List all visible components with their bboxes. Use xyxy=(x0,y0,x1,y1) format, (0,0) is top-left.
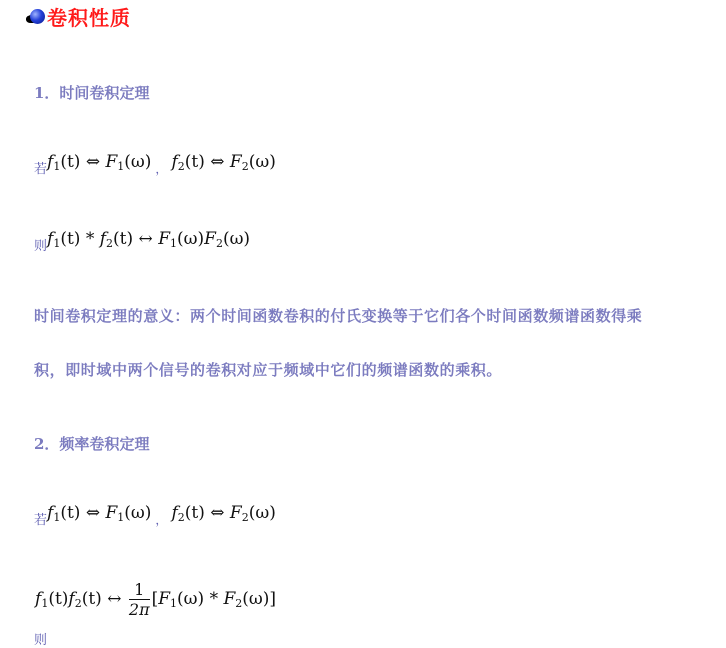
condition-pair-2: $f_2(t)$ ⇔ $F_2(\omega)$ xyxy=(171,503,276,524)
page-title: 卷积性质 xyxy=(47,6,131,30)
separator: ， xyxy=(155,513,168,527)
frequency-convolution-formula: $f_1(t)f_2(t)$ ↔ $\frac{1}{2\pi}$ $[F_1(\omega) * F_2(\omega)]$ xyxy=(35,580,277,619)
section2-condition xyxy=(34,503,276,528)
meaning-line-1: 时间卷积定理的意义：两个时间函数卷积的付氏变换等于它们各个时间函数频谱函数得乘 xyxy=(34,307,643,325)
if-label: 若 xyxy=(34,513,48,528)
title-row xyxy=(26,2,131,31)
section2-result xyxy=(34,580,288,648)
section1-heading: 1．时间卷积定理 xyxy=(34,84,150,102)
condition-pair-1: $f_1(t)$ ⇔ $F_1(\omega)$ xyxy=(47,503,152,524)
condition-pair-1: $f_1(t)$ ⇔ $F_1(\omega)$ xyxy=(47,152,152,173)
time-convolution-formula: $f_1(t) * f_2(t)$ ↔ $F_1(\omega)F_2(\omega)$ xyxy=(47,229,251,250)
blue-ball-bullet-icon xyxy=(26,7,46,27)
meaning-line-2: 积，即时域中两个信号的卷积对应于频域中它们的频谱函数的乘积。 xyxy=(34,361,503,379)
condition-pair-2: $f_2(t)$ ⇔ $F_2(\omega)$ xyxy=(171,152,276,173)
one-over-two-pi-fraction: $\frac{1}{2\pi}$ xyxy=(128,580,150,619)
separator: ， xyxy=(155,162,168,176)
section1-condition xyxy=(34,152,276,177)
section2-heading: 2．频率卷积定理 xyxy=(34,435,150,453)
then-label: 则 xyxy=(34,239,48,254)
then-label: 则 xyxy=(34,633,48,648)
section1-result xyxy=(34,229,251,254)
if-label: 若 xyxy=(34,162,48,177)
